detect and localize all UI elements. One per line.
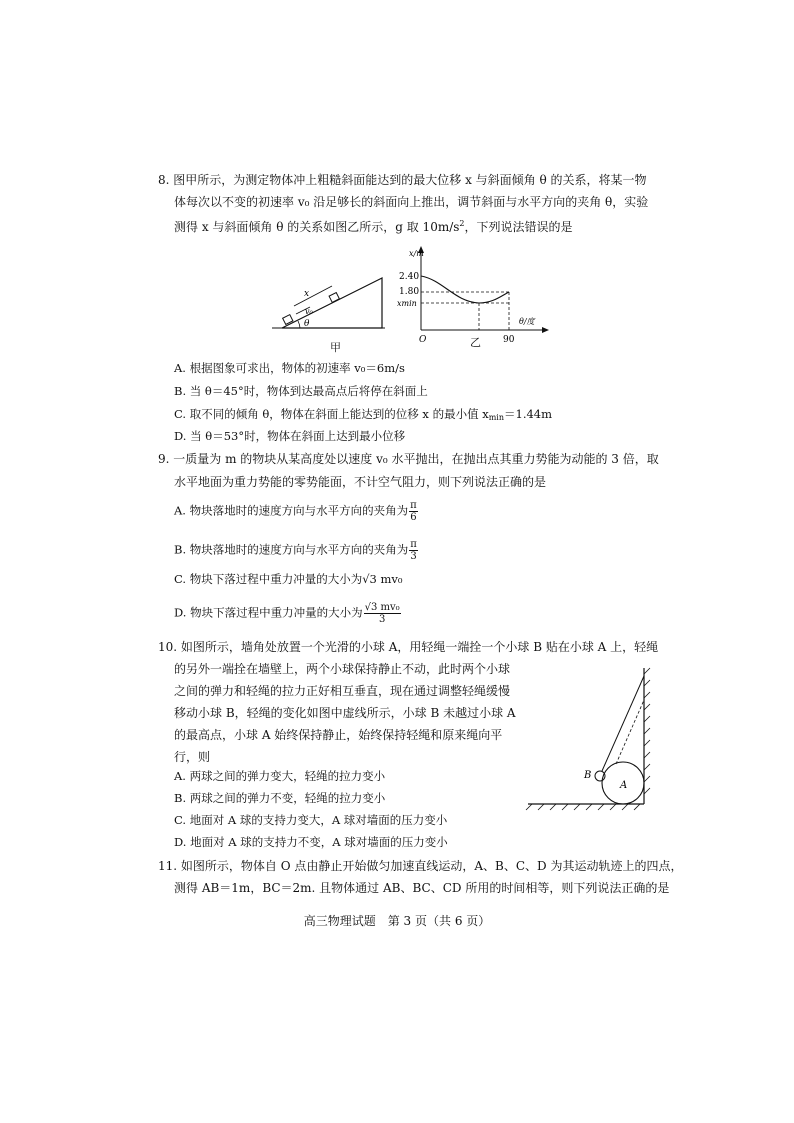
q9-option-a-text: A. 物块落地时的速度方向与水平方向的夹角为 xyxy=(174,503,409,518)
q10-option-b: B. 两球之间的弹力不变，轻绳的拉力变小 xyxy=(174,791,386,805)
origin-label: O xyxy=(419,335,427,344)
tick-xmin: xmin xyxy=(397,299,417,308)
q10-stem-line1: 10. 如图所示，墙角处放置一个光滑的小球 A，用轻绳一端拴一个小球 B 贴在小球 A 上，轻绳 xyxy=(158,640,659,654)
q9-option-b-fraction xyxy=(409,539,418,562)
q9-stem-line2: 水平地面为重力势能的零势能面，不计空气阻力，则下列说法正确的是 xyxy=(174,475,547,489)
q10-option-d: D. 地面对 A 球的支持力不变，A 球对墙面的压力变小 xyxy=(174,835,448,849)
q10-figure xyxy=(520,664,660,814)
q8-option-a: A. 根据图象可求出，物体的初速率 v₀＝6m/s xyxy=(174,361,405,375)
block-final xyxy=(329,293,339,303)
q10-stem-line6: 行，则 xyxy=(174,750,211,764)
q8-stem-line3 xyxy=(174,216,573,235)
tick-90: 90 xyxy=(503,335,515,344)
label-theta: θ xyxy=(304,319,310,329)
tick-2-40: 2.40 xyxy=(399,272,420,282)
q9-option-a-fraction xyxy=(409,500,418,523)
label-v0: v₀ xyxy=(305,307,313,316)
q8-stem-line3-sup: 2 xyxy=(459,219,465,228)
page-footer: 高三物理试题 第 3 页（共 6 页） xyxy=(303,914,491,928)
wall-hatching xyxy=(644,668,650,794)
q9-option-d-text: D. 物块下落过程中重力冲量的大小为 xyxy=(174,605,363,620)
q8-option-c-sub: min xyxy=(488,413,505,422)
y-axis-label: x/m xyxy=(409,249,424,258)
label-x: x xyxy=(304,289,310,299)
fraction-numerator: π xyxy=(410,539,417,550)
ground-hatching xyxy=(526,804,640,810)
x-axis-label: θ/度 xyxy=(519,317,535,326)
fraction-denominator: 6 xyxy=(410,512,417,523)
tick-1-80: 1.80 xyxy=(399,287,420,297)
q8-option-c xyxy=(174,406,552,426)
q10-option-a: A. 两球之间的弹力变大，轻绳的拉力变小 xyxy=(174,769,386,783)
q10-stem-line5: 的最高点，小球 A 始终保持静止，始终保持轻绳和原来绳向平 xyxy=(174,728,503,742)
q8-stem-line3-post: ，下列说法错误的是 xyxy=(464,220,573,234)
q8-figure-yi-caption: 乙 xyxy=(470,336,481,349)
fraction-denominator: 3 xyxy=(378,614,386,625)
label-b: B xyxy=(584,770,592,781)
q8-option-b: B. 当 θ＝45°时，物体到达最高点后将停在斜面上 xyxy=(174,384,428,398)
q9-stem-line1: 9. 一质量为 m 的物块从某高度处以速度 v₀ 水平抛出，在抛出点其重力势能为动能的 3 倍，取 xyxy=(158,452,659,466)
q9-option-d-fraction xyxy=(364,602,401,625)
q8-stem-line3-pre: 测得 x 与斜面倾角 θ 的关系如图乙所示，g 取 10m/s xyxy=(174,220,460,234)
rope xyxy=(602,676,644,771)
q8-option-c-post: ＝1.44m xyxy=(504,407,553,421)
q9-option-d xyxy=(174,602,401,625)
x-theta-curve xyxy=(421,276,509,303)
q10-stem-line3: 之间的弹力和轻绳的拉力正好相互垂直，现在通过调整轻绳缓慢 xyxy=(174,684,511,698)
q11-stem-line1: 11. 如图所示，物体自 O 点由静止开始做匀加速直线运动，A、B、C、D 为其运动轨迹上的四点， xyxy=(158,859,683,873)
q9-option-c: C. 物块下落过程中重力冲量的大小为√3 mv₀ xyxy=(174,572,403,586)
q10-stem-line2: 的另外一端拴在墙壁上，两个小球保持静止不动，此时两个小球 xyxy=(174,662,511,676)
q9-option-b xyxy=(174,539,418,562)
q8-option-d: D. 当 θ＝53°时，物体在斜面上达到最小位移 xyxy=(174,429,406,443)
rope-dashed xyxy=(616,700,644,764)
q8-option-c-pre: C. 取不同的倾角 θ，物体在斜面上能达到的位移 x 的最小值 x xyxy=(174,407,489,421)
q10-stem-line4: 移动小球 B，轻绳的变化如图中虚线所示，小球 B 未越过小球 A xyxy=(174,706,516,720)
q8-stem-line1: 8. 图甲所示，为测定物体冲上粗糙斜面能达到的最大位移 x 与斜面倾角 θ 的关系，将某一物 xyxy=(158,173,647,187)
q11-stem-line2: 测得 AB＝1m，BC＝2m. 且物体通过 AB、BC、CD 所用的时间相等，则下列说法正确的是 xyxy=(174,881,670,895)
fraction-numerator: √3 mv₀ xyxy=(364,602,400,613)
fraction-numerator: π xyxy=(410,500,417,511)
angle-arc xyxy=(298,321,300,328)
displacement-line xyxy=(294,286,332,306)
q9-option-a xyxy=(174,500,418,523)
label-a: A xyxy=(620,780,628,791)
q8-figure-jia-caption: 甲 xyxy=(330,341,341,354)
q8-figure-yi xyxy=(395,244,555,344)
x-axis-arrow xyxy=(542,327,549,333)
q9-option-b-text: B. 物块落地时的速度方向与水平方向的夹角为 xyxy=(174,542,409,557)
fraction-denominator: 3 xyxy=(410,551,417,562)
q10-option-c: C. 地面对 A 球的支持力变大，A 球对墙面的压力变小 xyxy=(174,813,448,827)
q8-stem-line2: 体每次以不变的初速率 v₀ 沿足够长的斜面向上推出，调节斜面与水平方向的夹角 θ，实验 xyxy=(174,195,649,209)
